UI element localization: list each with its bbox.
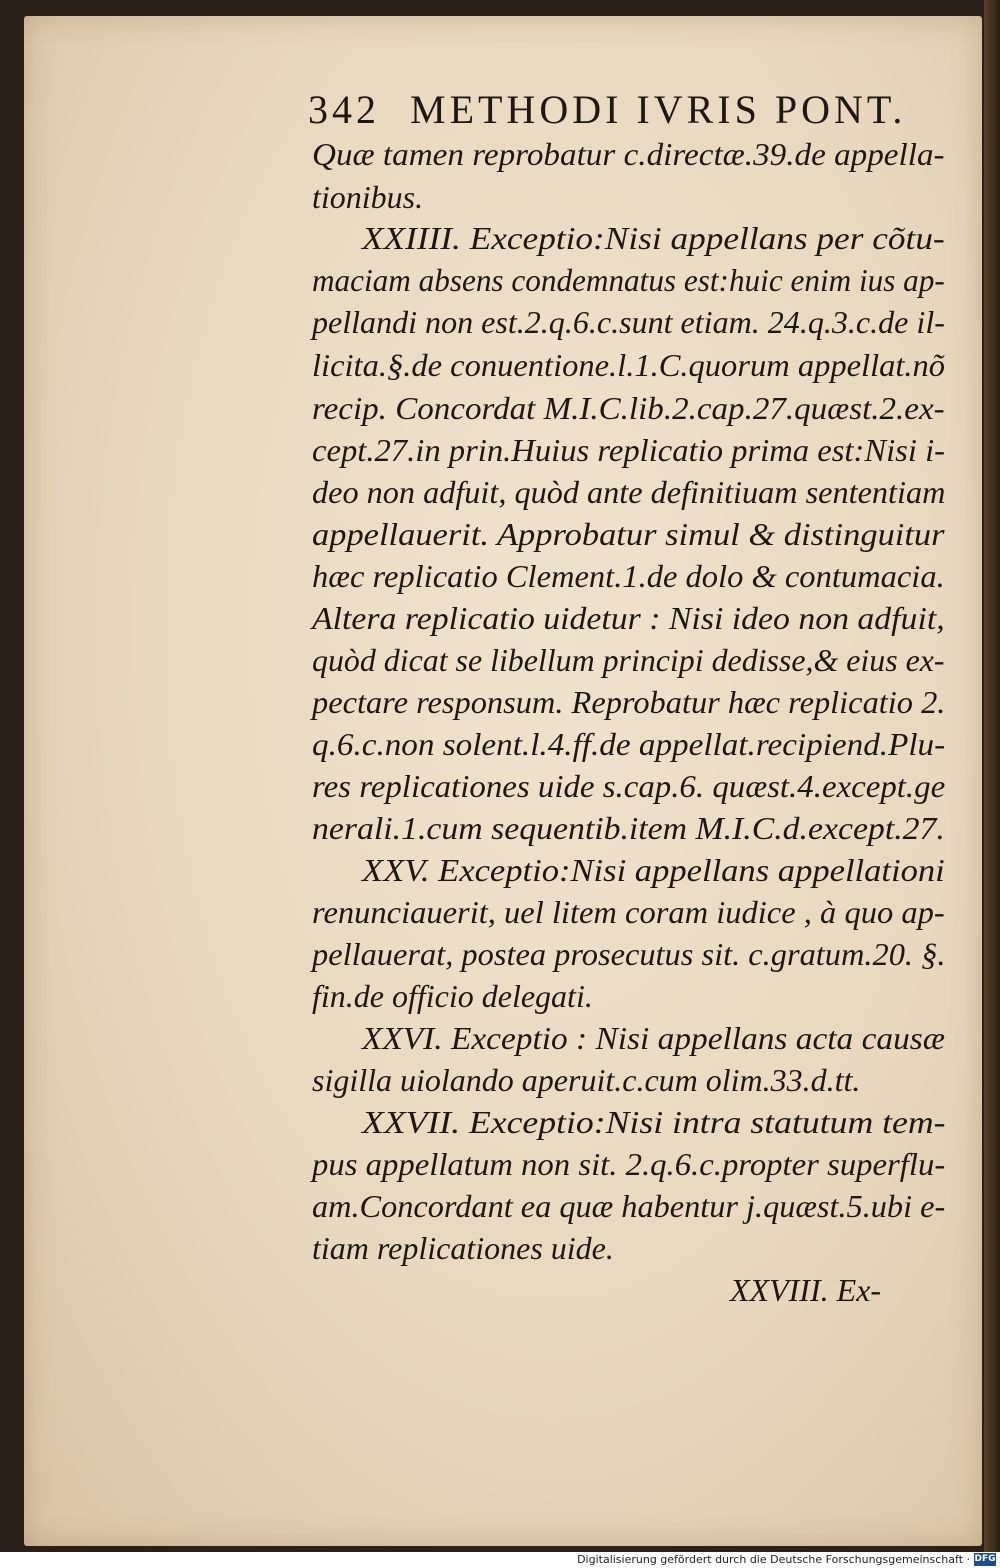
section-heading-xxvii: XXVII. Exceptio:Nisi intra statutum tem- [362,1104,946,1140]
text-line: licita.§.de conuentione.l.1.C.quorum appellat.nõ [312,347,946,383]
text-line: cept.27.in prin.Huius replicatio prima est:Nisi i- [312,432,945,468]
text-line: maciam absens condemnatus est:huic enim ius ap- [312,262,945,298]
text-line: res replicationes uide s.cap.6. quæst.4.except.ge [312,768,946,804]
text-line: q.6.c.non solent.l.4.ff.de appellat.recipiend.Plu- [312,726,946,762]
text-line: nerali.1.cum sequentib.item M.I.C.d.except.27. [312,810,945,846]
text-line: pellauerat, postea prosecutus sit. c.gratum.20. §. [312,936,946,972]
text-line: deo non adfuit, quòd ante definitiuam sententiam [312,474,946,510]
text-line: pellandi non est.2.q.6.c.sunt etiam. 24.q.3.c.de il- [312,304,945,340]
section-heading-xxvi: XXVI. Exceptio : Nisi appellans acta causæ [362,1020,945,1056]
text-line: Altera replicatio uidetur : Nisi ideo non adfuit, [312,600,945,636]
text-line: recip. Concordat M.I.C.lib.2.cap.27.quæst.2.ex- [312,390,945,426]
section-heading-xxiiii: XXIIII. Exceptio:Nisi appellans per cõtu- [362,220,945,256]
running-title: METHODI IVRIS PONT. [410,87,907,132]
text-line: sigilla uiolando aperuit.c.cum olim.33.d.tt. [312,1062,861,1098]
dfg-logo-icon: DFG [974,1554,996,1564]
text-line: tiam replicationes uide. [312,1230,614,1266]
page-number: 342 [308,87,380,132]
book-spine-edge [984,0,1000,1552]
text-line: appellauerit. Approbatur simul & distinguitur [312,516,945,552]
text-line: tionibus. [312,179,424,215]
running-header [308,86,948,136]
text-line: renunciauerit, uel litem coram iudice , à quo ap- [312,894,945,930]
funding-credit: Digitalisierung gefördert durch die Deutsche Forschungsgemeinschaft · [577,1553,970,1566]
text-line: quòd dicat se libellum principi dedisse,& eius ex- [312,642,945,678]
text-line: hæc replicatio Clement.1.de dolo & contumacia. [312,558,945,594]
text-line: am.Concordant ea quæ habentur j.quæst.5.ubi e- [312,1188,946,1224]
text-line: Quæ tamen reprobatur c.directæ.39.de appella- [312,136,945,172]
text-line: pus appellatum non sit. 2.q.6.c.propter superflu- [312,1146,946,1182]
text-line: fin.de officio delegati. [312,978,593,1014]
text-line: pectare responsum. Reprobatur hæc replicatio 2. [312,684,946,720]
section-heading-xxv: XXV. Exceptio:Nisi appellans appellationi [362,852,945,888]
catchword: XXVIII. Ex- [730,1272,882,1308]
